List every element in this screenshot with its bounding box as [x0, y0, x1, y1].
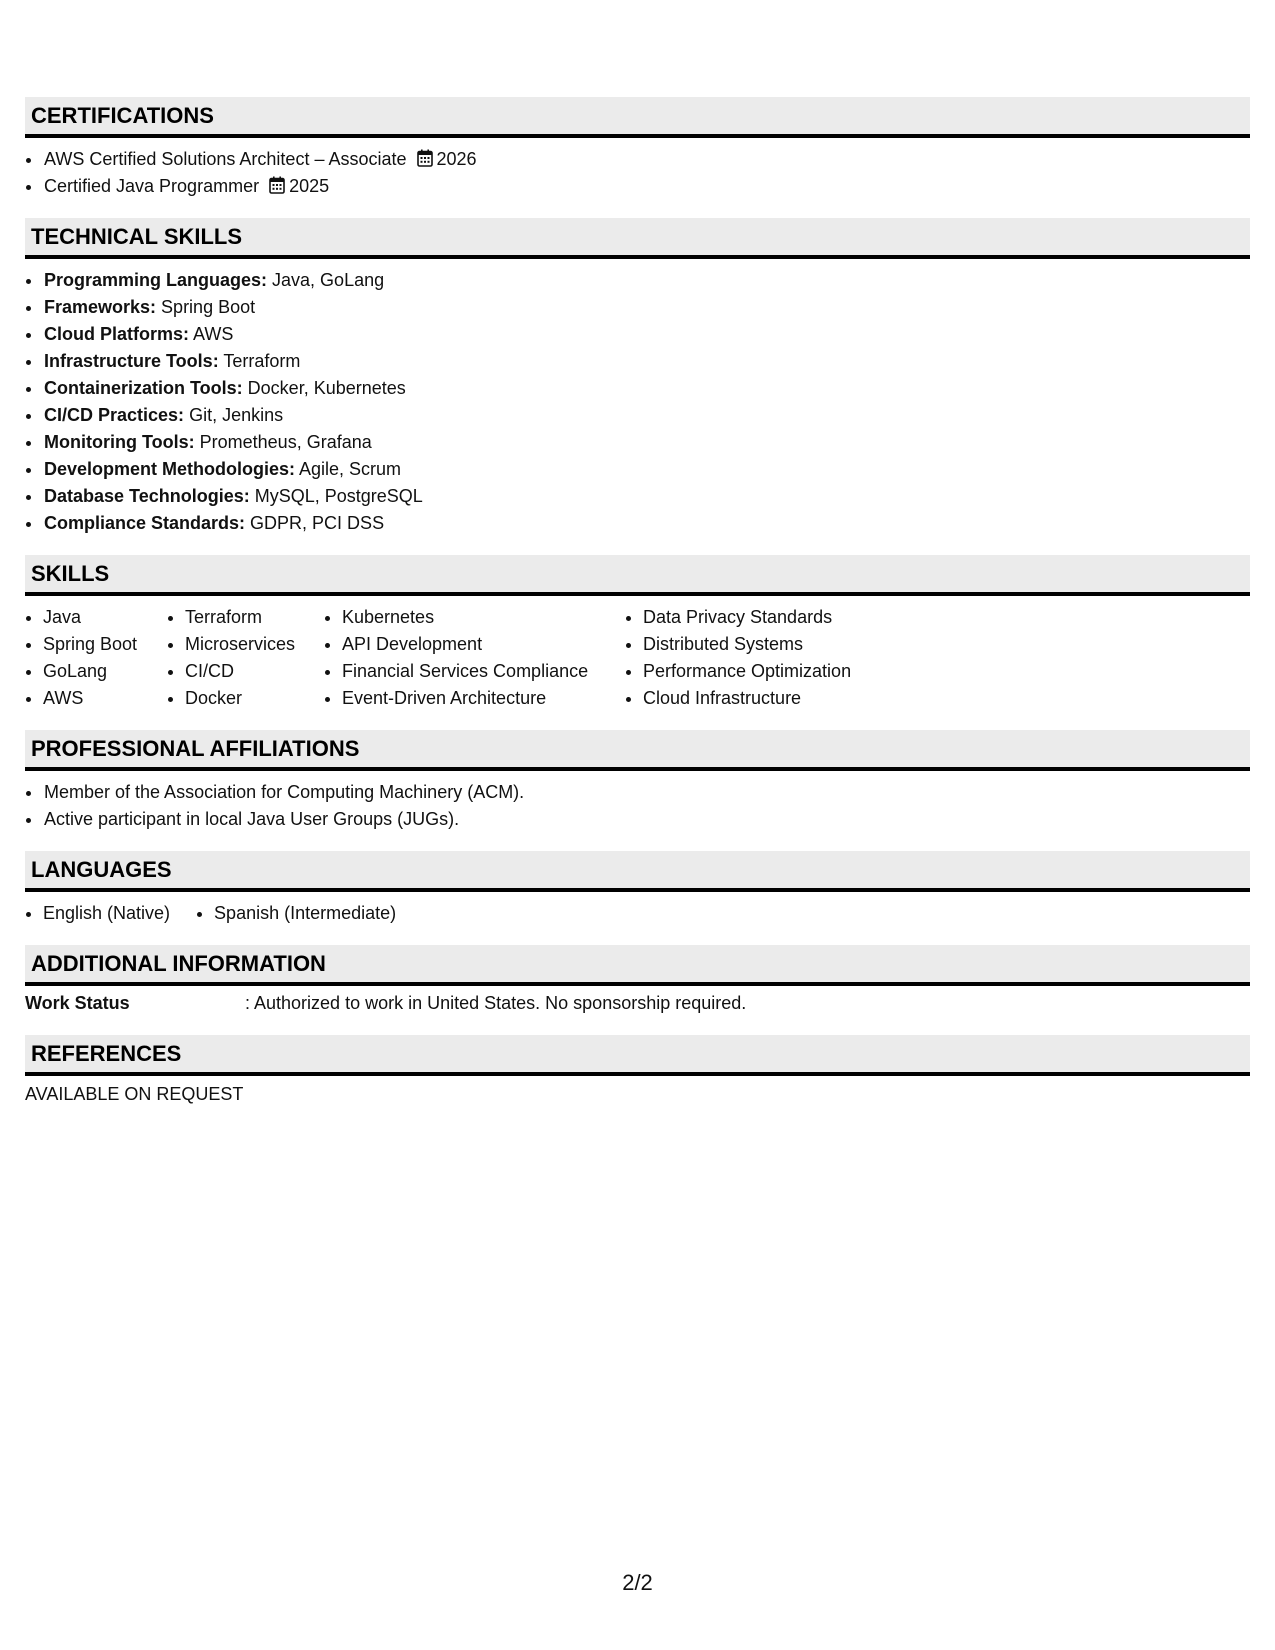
work-status-label: Work Status	[25, 993, 130, 1013]
list-item: • Java	[43, 604, 167, 631]
resume-page	[25, 97, 1250, 1126]
languages-section	[25, 851, 1250, 927]
list-item: • AWS	[43, 685, 167, 712]
list-item	[43, 510, 1250, 537]
list-item: • Distributed Systems	[643, 631, 903, 658]
certification-name: AWS Certified Solutions Architect – Associate	[44, 149, 407, 169]
skill-values: MySQL, PostgreSQL	[249, 486, 423, 506]
list-item: • Financial Services Compliance	[342, 658, 625, 685]
skill-values: Java, GoLang	[267, 270, 385, 290]
skill-category: Database Technologies:	[44, 486, 250, 506]
list-item	[43, 375, 1250, 402]
list-item: • API Development	[342, 631, 625, 658]
work-status-value: : Authorized to work in United States. No sponsorship required.	[245, 993, 747, 1013]
list-item: • GoLang	[43, 658, 167, 685]
certification-name: Certified Java Programmer	[44, 176, 260, 196]
list-item: • Event-Driven Architecture	[342, 685, 625, 712]
skill-values: Agile, Scrum	[295, 459, 402, 479]
section-heading: SKILLS	[25, 555, 1250, 596]
language-item: • Spanish (Intermediate)	[214, 900, 396, 927]
skills-section	[25, 555, 1250, 712]
list-item	[43, 483, 1250, 510]
skill-values: AWS	[189, 324, 234, 344]
skill-values: GDPR, PCI DSS	[245, 513, 385, 533]
certifications-section	[25, 97, 1250, 200]
affiliations-list	[25, 779, 1250, 833]
list-item	[43, 456, 1250, 483]
languages-row	[25, 900, 1250, 927]
skill-category: Containerization Tools:	[44, 378, 243, 398]
section-heading: PROFESSIONAL AFFILIATIONS	[25, 730, 1250, 771]
skill-category: Frameworks:	[44, 297, 157, 317]
list-item: • Docker	[185, 685, 324, 712]
list-item: • Performance Optimization	[643, 658, 903, 685]
language-list	[196, 900, 396, 927]
list-item	[43, 146, 1250, 173]
skill-values: Docker, Kubernetes	[242, 378, 406, 398]
skills-column	[625, 604, 903, 712]
skills-grid	[25, 604, 1250, 712]
list-item: • Member of the Association for Computing Machinery (ACM).	[43, 779, 1250, 806]
section-heading: CERTIFICATIONS	[25, 97, 1250, 138]
skills-column	[324, 604, 625, 712]
calendar-icon	[417, 149, 433, 167]
calendar-icon	[269, 176, 285, 194]
skill-category: Monitoring Tools:	[44, 432, 195, 452]
list-item	[43, 402, 1250, 429]
skill-values: Git, Jenkins	[184, 405, 284, 425]
skill-values: Spring Boot	[156, 297, 256, 317]
skill-values: Terraform	[218, 351, 301, 371]
skill-category: Compliance Standards:	[44, 513, 246, 533]
skill-category: Development Methodologies:	[44, 459, 296, 479]
list-item	[43, 294, 1250, 321]
language-list	[25, 900, 170, 927]
certifications-list	[25, 146, 1250, 200]
technical-skills-list	[25, 267, 1250, 537]
list-item: • Terraform	[185, 604, 324, 631]
list-item: • CI/CD	[185, 658, 324, 685]
affiliations-section	[25, 730, 1250, 833]
skill-category: Cloud Platforms:	[44, 324, 190, 344]
section-heading: LANGUAGES	[25, 851, 1250, 892]
page-number: 2/2	[622, 1570, 653, 1595]
section-heading: ADDITIONAL INFORMATION	[25, 945, 1250, 986]
list-item	[43, 173, 1250, 200]
list-item: • Cloud Infrastructure	[643, 685, 903, 712]
additional-info-section	[25, 945, 1250, 1017]
language-item: • English (Native)	[43, 900, 170, 927]
list-item	[43, 321, 1250, 348]
technical-skills-section	[25, 218, 1250, 537]
references-section	[25, 1035, 1250, 1108]
work-status-row	[25, 990, 1250, 1017]
skills-column	[25, 604, 167, 712]
skill-category: Programming Languages:	[44, 270, 268, 290]
section-heading: REFERENCES	[25, 1035, 1250, 1076]
list-item	[43, 267, 1250, 294]
skills-column	[167, 604, 324, 712]
list-item: • Kubernetes	[342, 604, 625, 631]
skill-category: CI/CD Practices:	[44, 405, 185, 425]
certification-year: 2026	[436, 149, 477, 169]
list-item: • Data Privacy Standards	[643, 604, 903, 631]
list-item	[43, 429, 1250, 456]
list-item: • Active participant in local Java User Groups (JUGs).	[43, 806, 1250, 833]
certification-year: 2025	[289, 176, 330, 196]
list-item	[43, 348, 1250, 375]
section-heading: TECHNICAL SKILLS	[25, 218, 1250, 259]
references-text: AVAILABLE ON REQUEST	[25, 1084, 244, 1104]
skill-values: Prometheus, Grafana	[194, 432, 372, 452]
list-item: • Spring Boot	[43, 631, 167, 658]
list-item: • Microservices	[185, 631, 324, 658]
skill-category: Infrastructure Tools:	[44, 351, 219, 371]
